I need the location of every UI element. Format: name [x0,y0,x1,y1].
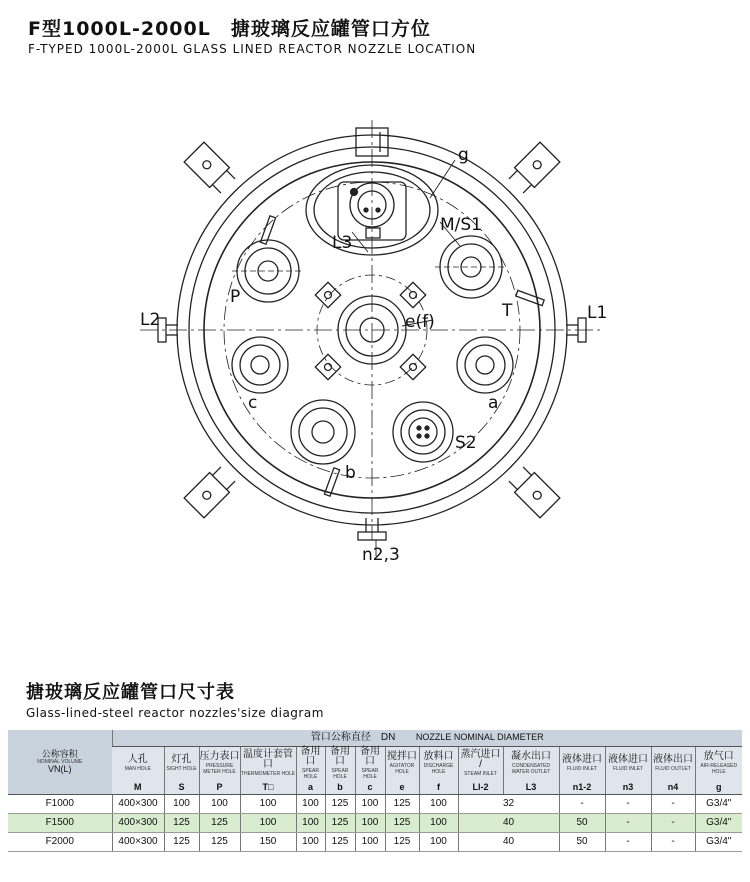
column-header-7 [355,747,385,781]
column-header-en: SPEAR HOLE [331,768,349,780]
table-cell: 100 [296,795,325,814]
table-title-cn: 搪玻璃反应罐管口尺寸表 [26,682,235,703]
column-header-en: SPEAR HOLE [302,768,319,780]
table-cell: G3/4" [695,795,742,814]
label-ef: e(f) [405,312,435,332]
label-s2: S2 [455,433,477,453]
column-header-en: FLUID OUTLET [655,766,691,772]
table-cell: G3/4" [695,814,742,833]
column-header-cn: 搅拌口 [387,751,417,762]
table-cell: 125 [325,814,355,833]
volume-cell: F1500 [8,814,112,833]
table-cell: 100 [240,814,296,833]
column-header-2 [164,747,199,781]
table-cell: 50 [559,814,605,833]
column-header-6 [325,747,355,781]
table-cell: 125 [164,814,199,833]
table-cell: 100 [296,814,325,833]
column-code-2: S [164,780,199,795]
table-cell: 150 [240,833,296,852]
label-ms1: M/S1 [440,215,483,235]
table-cell: 100 [355,833,385,852]
table-cell: 100 [419,795,458,814]
column-code-12: n1-2 [559,780,605,795]
column-header-1 [112,747,164,781]
column-code-11: L3 [503,780,559,795]
table-cell: 100 [355,814,385,833]
label-g: g [458,145,469,165]
label-l1: L1 [587,303,608,323]
drawing-title-en: F-TYPED 1000L-2000L GLASS LINED REACTOR NOZZLE LOCATION [28,42,477,56]
column-code-10: Ll-2 [458,780,503,795]
table-cell: 125 [199,814,240,833]
table-cell: 400×300 [112,795,164,814]
table-cell: 400×300 [112,833,164,852]
volume-header-en: NOMINAL VOLUME [37,759,83,765]
column-code-1: M [112,780,164,795]
table-title-en: Glass-lined-steel reactor nozzles'size diagram [26,706,324,720]
nozzle-diameter-group-header [112,730,742,747]
column-code-15: g [695,780,742,795]
column-header-12 [559,747,605,781]
column-code-5: a [296,780,325,795]
column-code-13: n3 [605,780,651,795]
table-row [8,833,742,852]
column-code-4: T□ [240,780,296,795]
column-header-11 [503,747,559,781]
column-header-en: FLUID INLET [612,766,643,772]
column-header-en: DISCHARGE HOLE [423,763,454,775]
volume-header-unit: VN(L) [47,764,72,774]
table-cell: 125 [164,833,199,852]
table-cell: 100 [355,795,385,814]
table-cell: G3/4" [695,833,742,852]
table-cell: 40 [458,814,559,833]
table-cell: 125 [385,814,419,833]
table-cell: 125 [325,795,355,814]
label-a: a [488,393,499,413]
column-header-cn: 液体进口 [608,754,648,765]
table-cell: 125 [325,833,355,852]
volume-cell: F2000 [8,833,112,852]
column-header-10 [458,747,503,781]
column-header-cn: 压力表口 [199,751,240,762]
column-header-14 [651,747,695,781]
label-l3: L3 [332,233,353,253]
column-header-en: AGITATOR HOLE [389,763,415,775]
column-header-13 [605,747,651,781]
column-header-en: FLUID INLET [566,766,597,772]
table-cell: 100 [419,814,458,833]
table-cell: - [605,814,651,833]
table-cell: 32 [458,795,559,814]
column-header-8 [385,747,419,781]
column-header-en: PRESSURE METER HOLE [203,763,236,775]
column-header-cn: 备用口 [360,746,380,767]
column-header-en: STEAM INLET [464,771,497,777]
column-code-7: c [355,780,385,795]
label-n23: n2,3 [362,545,400,565]
table-cell: 125 [385,833,419,852]
column-header-cn: 温度计套管口 [243,749,293,770]
column-code-3: P [199,780,240,795]
column-code-8: e [385,780,419,795]
column-header-en: CONDENSATED WATER OUTLET [511,763,551,775]
volume-header [8,730,112,795]
table-row [8,795,742,814]
drawing-title-cn: F型1000L-2000L 搪玻璃反应罐管口方位 [28,18,431,40]
label-l2: L2 [140,310,161,330]
column-header-cn: 蒸汽进口 / [460,749,501,770]
column-code-14: n4 [651,780,695,795]
table-cell: 125 [385,795,419,814]
group-header-en: NOZZLE NOMINAL DIAMETER [415,732,544,742]
column-header-en: SIGHT HOLE [166,766,197,772]
table-cell: 125 [199,833,240,852]
nozzle-size-table [8,730,742,852]
table-cell: 100 [199,795,240,814]
column-header-cn: 液体进口 [562,754,602,765]
table-cell: - [605,795,651,814]
label-b: b [345,463,356,483]
group-header-cn: 管口公称直径 DN [310,732,396,743]
volume-header-cn: 公称容积 [41,749,78,759]
table-cell: 100 [164,795,199,814]
table-cell: 40 [458,833,559,852]
volume-cell: F1000 [8,795,112,814]
table-cell: - [651,795,695,814]
column-header-cn: 放料口 [423,751,454,762]
column-header-cn: 备用口 [300,746,321,767]
label-c: c [248,393,258,413]
column-header-cn: 液体出口 [653,754,693,765]
column-header-cn: 灯孔 [171,754,192,765]
table-row [8,814,742,833]
table-cell: - [559,795,605,814]
table-cell: - [651,833,695,852]
table-cell: 50 [559,833,605,852]
table-cell: 400×300 [112,814,164,833]
column-header-5 [296,747,325,781]
column-header-en: MAN HOLE [124,766,151,772]
column-header-3 [199,747,240,781]
column-header-15 [695,747,742,781]
table-cell: 100 [296,833,325,852]
column-header-9 [419,747,458,781]
column-header-en: THERMOMETER HOLE [240,771,296,777]
column-code-9: f [419,780,458,795]
table-cell: - [605,833,651,852]
column-header-cn: 备用口 [330,746,350,767]
column-code-6: b [325,780,355,795]
table-cell: 100 [419,833,458,852]
column-header-cn: 人孔 [127,754,148,765]
column-header-cn: 凝水出口 [511,751,551,762]
label-t: T [502,301,513,321]
column-header-en: AIR-RELEASED HOLE [700,763,738,775]
column-header-en: SPEAR HOLE [361,768,379,780]
column-header-cn: 放气口 [703,751,734,762]
label-p: P [230,287,241,307]
column-header-4 [240,747,296,781]
table-cell: - [651,814,695,833]
table-cell: 100 [240,795,296,814]
